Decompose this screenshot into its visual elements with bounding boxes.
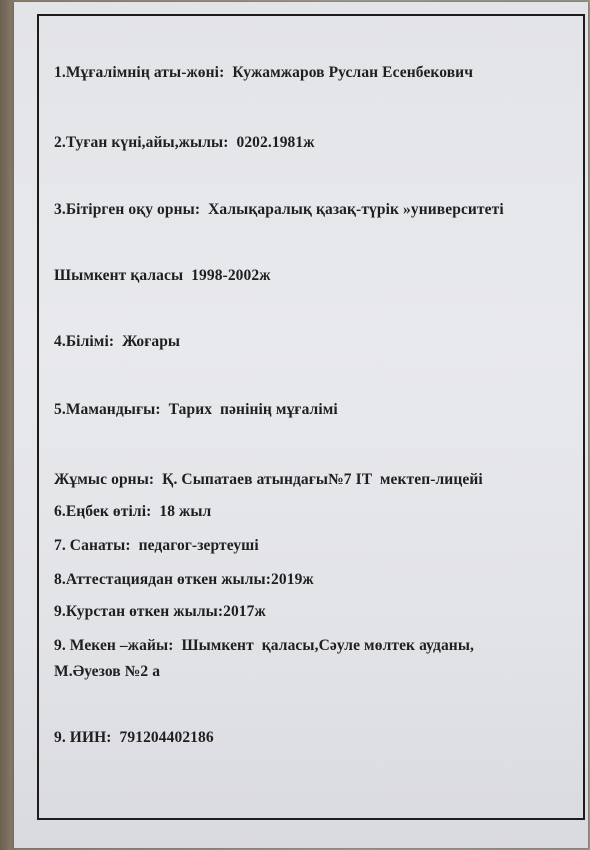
row-label: 9. Мекен –жайы: (54, 637, 174, 654)
row-label: Жұмыс орны: (54, 471, 155, 488)
workplace-row (54, 471, 483, 489)
category-row (54, 537, 259, 555)
course-row (54, 603, 266, 621)
row-value: Кужамжаров Руслан Есенбекович (232, 64, 474, 81)
education-row (54, 333, 180, 351)
row-value: 791204402186 (119, 729, 214, 746)
row-value: М.Әуезов №2 а (54, 663, 161, 680)
row-value: педагог-зертеуші (138, 537, 259, 554)
row-value: Тарих пәнінің мұғалімі (168, 401, 338, 418)
university-row (54, 201, 504, 219)
row-label: 5.Мамандығы: (54, 401, 161, 418)
specialty-row (54, 401, 338, 419)
paper-sheet (14, 2, 588, 848)
row-label: 6.Еңбек өтілі: (54, 503, 152, 520)
row-value: 0202.1981ж (236, 134, 315, 151)
iin-row (54, 729, 214, 747)
row-value: 18 жыл (159, 503, 212, 520)
row-label: 8.Аттестациядан өткен жылы: (54, 571, 272, 588)
row-value: 2019ж (271, 571, 314, 588)
row-value: Жоғары (122, 333, 181, 350)
attestation-row (54, 571, 314, 589)
row-label: 9.Курстан өткен жылы: (54, 603, 224, 620)
row-value: Қ. Сыпатаев атындағы№7 IT мектеп-лицейі (162, 471, 483, 488)
row-value: Шымкент қаласы,Сәуле мөлтек ауданы, (181, 637, 474, 654)
row-label: 4.Білімі: (54, 333, 115, 350)
row-value: 1998-2002ж (191, 267, 271, 284)
row-value: 2017ж (223, 603, 266, 620)
row-value: Халықаралық қазақ-түрік »университеті (208, 201, 504, 218)
row-label: 9. ИИН: (54, 729, 112, 746)
row-label: 7. Санаты: (54, 537, 131, 554)
row-label: 1.Мұғалімнің аты-жөні: (54, 64, 225, 81)
address-continuation-row (54, 663, 160, 681)
experience-row (54, 503, 211, 521)
university-city-row (54, 267, 271, 285)
birth-date-row (54, 134, 315, 152)
address-row (54, 637, 474, 655)
row-label: Шымкент қаласы (54, 267, 184, 284)
teacher-name-row (54, 64, 473, 82)
row-label: 3.Бітірген оқу орны: (54, 201, 201, 218)
row-label: 2.Туған күні,айы,жылы: (54, 134, 229, 151)
